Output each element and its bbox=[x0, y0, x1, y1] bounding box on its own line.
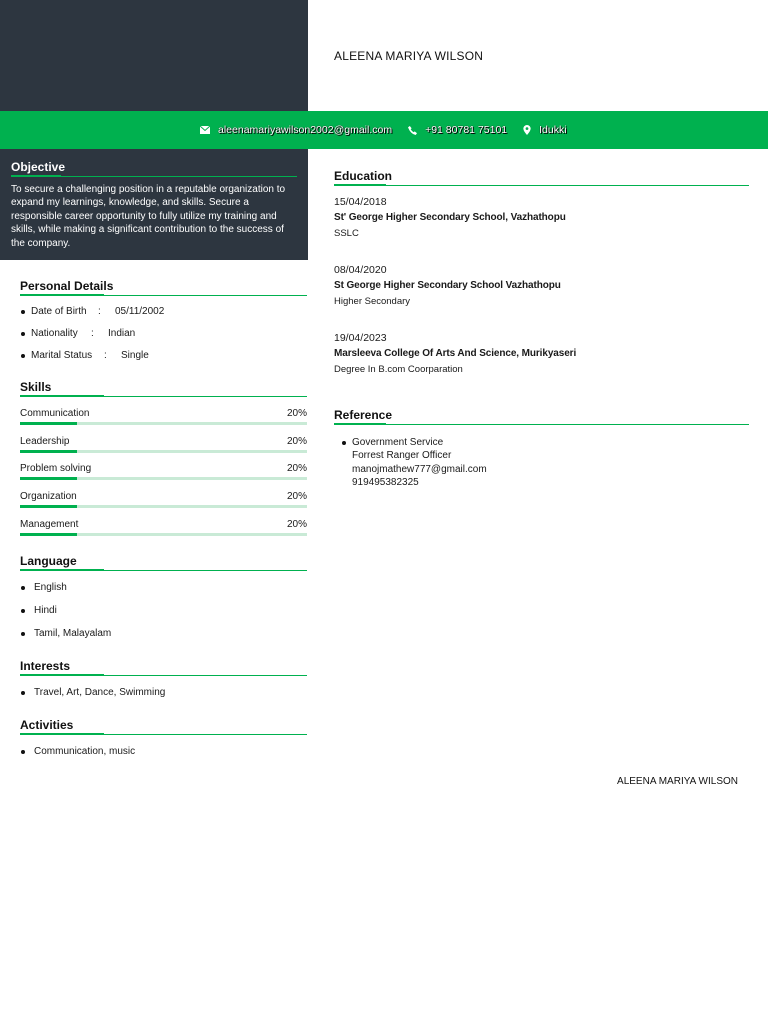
activities-section bbox=[20, 718, 307, 767]
skill-bar-track bbox=[20, 533, 307, 536]
activities-title: Activities bbox=[20, 718, 307, 735]
education-degree: Degree In B.com Coorparation bbox=[334, 364, 463, 375]
skill-name: Problem solving bbox=[20, 463, 92, 475]
contact-email-text: aleenamariyawilson2002@gmail.com bbox=[218, 124, 393, 136]
education-item bbox=[334, 331, 749, 377]
language-item: English bbox=[20, 581, 307, 604]
education-item bbox=[334, 195, 749, 241]
personal-detail-item bbox=[20, 349, 307, 371]
skill-name: Management bbox=[20, 518, 79, 530]
skill-percent: 20% bbox=[286, 463, 307, 475]
education-item bbox=[334, 263, 749, 309]
education-date: 15/04/2018 bbox=[334, 196, 387, 208]
skill-row bbox=[20, 508, 307, 536]
reference-line: 919495382325 bbox=[352, 476, 419, 488]
contact-phone-text: +91 80781 75101 bbox=[425, 124, 508, 136]
personal-detail-value: Single bbox=[121, 350, 149, 361]
skill-row bbox=[20, 480, 307, 508]
interests-section bbox=[20, 659, 307, 708]
skills-section bbox=[20, 380, 307, 535]
language-item: Hindi bbox=[20, 604, 307, 627]
skill-row bbox=[20, 397, 307, 425]
skill-name: Leadership bbox=[20, 435, 70, 447]
education-date: 19/04/2023 bbox=[334, 332, 387, 344]
objective-section bbox=[11, 160, 297, 250]
skill-percent: 20% bbox=[286, 408, 307, 419]
personal-detail-label: Date of Birth bbox=[31, 306, 87, 317]
reference-line[interactable]: manojmathew777@gmail.com bbox=[352, 463, 487, 475]
personal-detail-value: Indian bbox=[108, 328, 136, 339]
education-section bbox=[334, 169, 749, 377]
footer-name: ALEENA MARIYA WILSON bbox=[617, 776, 738, 787]
personal-detail-label: Nationality bbox=[31, 328, 78, 339]
contact-bar bbox=[0, 111, 768, 149]
skill-bar-fill bbox=[20, 533, 77, 536]
skills-list bbox=[20, 397, 307, 535]
contact-email[interactable] bbox=[200, 124, 392, 136]
education-degree: Higher Secondary bbox=[334, 296, 411, 307]
personal-details-section bbox=[20, 279, 307, 371]
education-degree: SSLC bbox=[334, 228, 359, 239]
skill-row bbox=[20, 425, 307, 453]
personal-detail-label: Marital Status bbox=[31, 350, 93, 361]
personal-detail-item bbox=[20, 305, 307, 327]
map-pin-icon bbox=[523, 125, 531, 135]
phone-icon bbox=[408, 126, 417, 135]
skill-percent: 20% bbox=[286, 491, 307, 503]
education-school: Marsleeva College Of Arts And Science, Murikyaseri bbox=[334, 348, 577, 359]
contact-location bbox=[523, 124, 566, 136]
language-section bbox=[20, 554, 307, 650]
contact-location-text: Idukki bbox=[539, 124, 567, 136]
personal-details-title: Personal Details bbox=[20, 279, 307, 296]
education-title: Education bbox=[334, 169, 749, 186]
language-item: Tamil, Malayalam bbox=[20, 627, 307, 650]
personal-detail-sep: : bbox=[91, 328, 94, 339]
personal-detail-item bbox=[20, 327, 307, 349]
reference-line: Forrest Ranger Officer bbox=[352, 450, 452, 462]
reference-section bbox=[334, 408, 749, 489]
skills-title: Skills bbox=[20, 380, 307, 397]
skill-percent: 20% bbox=[286, 435, 307, 447]
candidate-name: ALEENA MARIYA WILSON bbox=[334, 49, 484, 63]
skill-row bbox=[20, 452, 307, 480]
personal-detail-sep: : bbox=[98, 306, 101, 317]
personal-detail-sep: : bbox=[104, 350, 107, 361]
language-title: Language bbox=[20, 554, 307, 571]
objective-text: To secure a challenging position in a reputable organization to expand my learnings, knowledge, and skills. Secure a responsible career opportunity to fully utilize my training and skills, while making a significant contribution to the success of the company. bbox=[11, 184, 286, 249]
interests-title: Interests bbox=[20, 659, 307, 676]
education-school: St George Higher Secondary School Vazhathopu bbox=[334, 280, 561, 291]
education-date: 08/04/2020 bbox=[334, 264, 387, 276]
skill-percent: 20% bbox=[286, 518, 307, 530]
reference-title: Reference bbox=[334, 408, 749, 425]
skill-name: Communication bbox=[20, 408, 90, 419]
activity-item: Communication, music bbox=[20, 745, 307, 767]
education-school: St' George Higher Secondary School, Vazhathopu bbox=[334, 212, 566, 223]
reference-line: Government Service bbox=[352, 436, 749, 449]
skill-name: Organization bbox=[20, 491, 77, 503]
objective-title: Objective bbox=[11, 160, 297, 177]
envelope-icon bbox=[200, 126, 210, 134]
contact-phone[interactable] bbox=[408, 124, 507, 136]
personal-detail-value: 05/11/2002 bbox=[115, 306, 165, 317]
interest-item: Travel, Art, Dance, Swimming bbox=[20, 686, 307, 708]
